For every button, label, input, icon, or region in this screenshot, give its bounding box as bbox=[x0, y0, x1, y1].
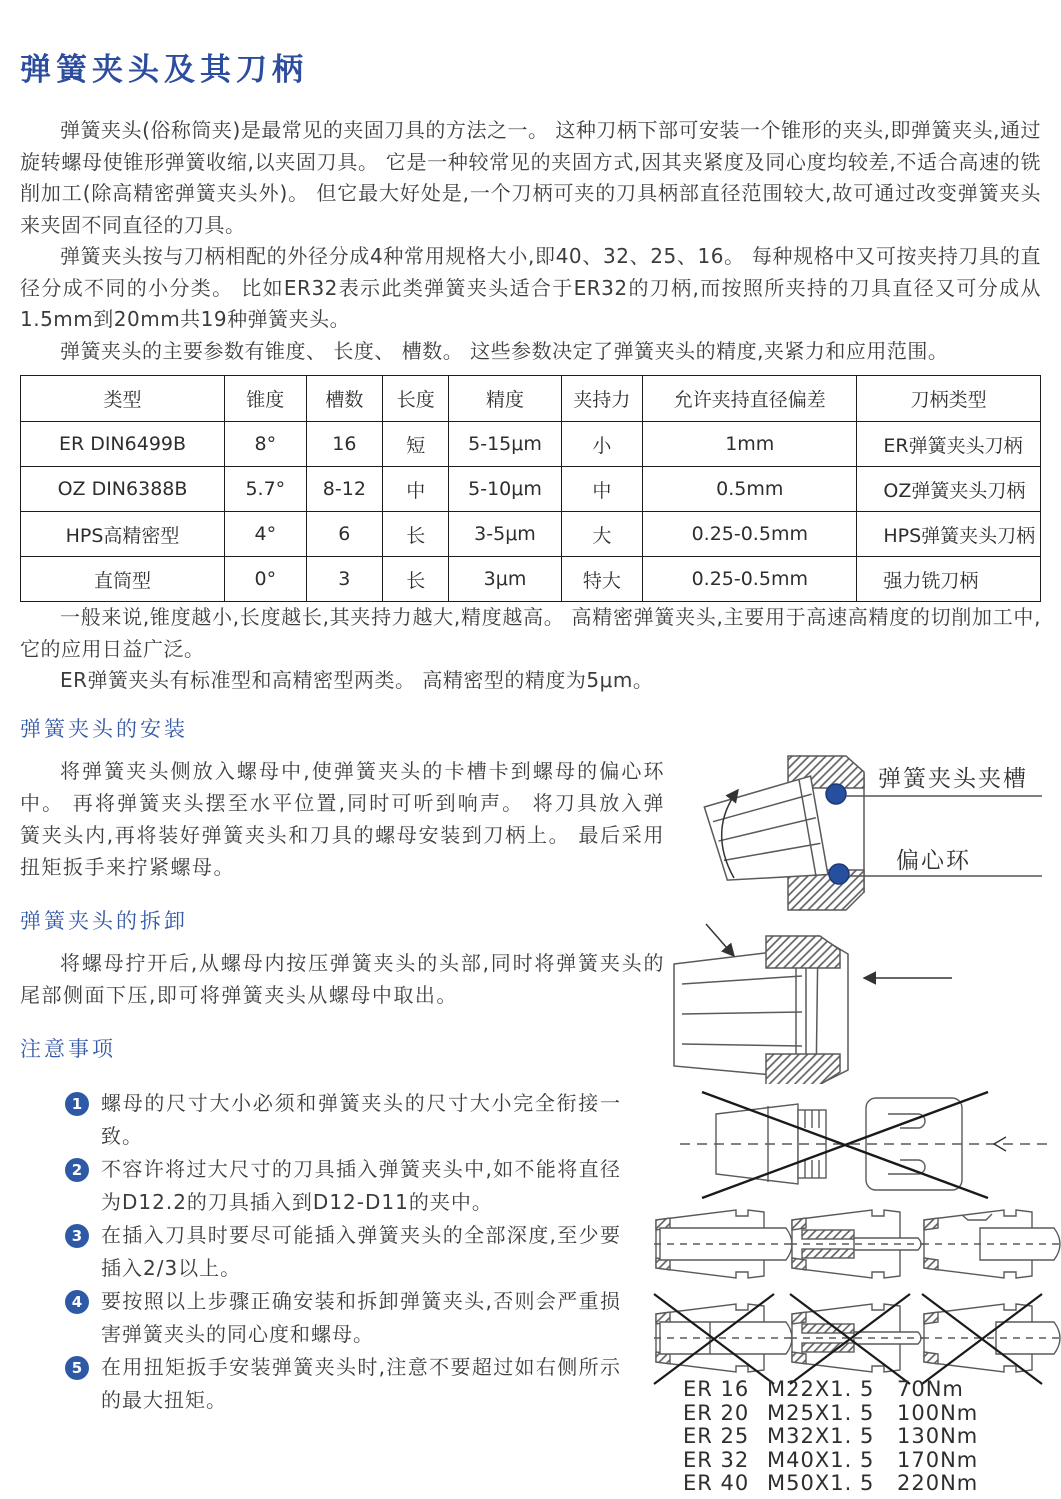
spec-cell: 短 bbox=[383, 422, 449, 467]
torque-size: ER 16 bbox=[683, 1377, 750, 1401]
spec-cell: 中 bbox=[561, 467, 643, 512]
section-heading-remove: 弹簧夹头的拆卸 bbox=[20, 908, 188, 933]
note-text: 要按照以上步骤正确安装和拆卸弹簧夹头,否则会严重损害弹簧夹头的同心度和螺母。 bbox=[101, 1288, 621, 1346]
spec-cell: 中 bbox=[383, 467, 449, 512]
page-title: 弹簧夹头及其刀柄 bbox=[20, 52, 308, 88]
spec-cell: 0° bbox=[225, 557, 307, 602]
spec-cell: 5-15μm bbox=[449, 422, 561, 467]
figures-panel bbox=[650, 744, 1061, 1499]
spec-cell: HPS弹簧夹头刀柄 bbox=[857, 512, 1041, 557]
torque-size: ER 20 bbox=[683, 1400, 750, 1425]
collet-spec-table bbox=[20, 375, 1041, 602]
torque-value: 220Nm bbox=[897, 1471, 979, 1496]
spec-header-type: 类型 bbox=[21, 376, 225, 422]
table-row bbox=[683, 1425, 978, 1449]
spec-cell: 小 bbox=[561, 422, 643, 467]
figure-label-eccentric-ring: 偏心环 bbox=[896, 848, 971, 874]
spec-cell: 长 bbox=[383, 512, 449, 557]
spec-cell: 长 bbox=[383, 557, 449, 602]
torque-value: 130Nm bbox=[897, 1424, 979, 1449]
spec-cell: 直筒型 bbox=[21, 557, 225, 602]
spec-cell: 0.25-0.5mm bbox=[643, 557, 857, 602]
torque-size: ER 25 bbox=[683, 1424, 750, 1449]
spec-cell: 特大 bbox=[561, 557, 643, 602]
list-item bbox=[20, 1351, 665, 1417]
spec-cell: OZ DIN6388B bbox=[21, 467, 225, 512]
remove-body: 将螺母拧开后,从螺母内按压弹簧夹头的头部,同时将弹簧夹头的尾部侧面下压,即可将弹簧夹头从螺母中取出。 bbox=[20, 950, 665, 1007]
table-row bbox=[683, 1402, 978, 1426]
spec-cell: 6 bbox=[306, 512, 383, 557]
note-number-badge: 2 bbox=[65, 1158, 89, 1182]
main-left-column bbox=[20, 713, 665, 1417]
spec-cell: 3 bbox=[306, 557, 383, 602]
intro-paragraph-3: 弹簧夹头的主要参数有锥度、 长度、 槽数。 这些参数决定了弹簧夹头的精度,夹紧力和应用范围。 bbox=[60, 338, 949, 363]
figure-label-collet-groove: 弹簧夹头夹槽 bbox=[878, 766, 1028, 792]
torque-thread: M40X1. 5 bbox=[767, 1447, 875, 1472]
section-heading-install: 弹簧夹头的安装 bbox=[20, 716, 188, 741]
summary-paragraph-1: 一般来说,锥度越小,长度越长,其夹持力越大,精度越高。 高精密弹簧夹头,主要用于高速高精度的切削加工中,它的应用日益广泛。 bbox=[20, 605, 1041, 661]
list-item bbox=[20, 1285, 665, 1351]
figure-wrong-insertion-row bbox=[650, 1292, 1061, 1388]
spec-header-length: 长度 bbox=[383, 376, 449, 422]
note-number-badge: 5 bbox=[65, 1356, 89, 1380]
note-text: 不容许将过大尺寸的刀具插入弹簧夹头中,如不能将直径为D12.2的刀具插入到D12-D11的夹中。 bbox=[101, 1156, 621, 1214]
spec-cell: 8° bbox=[225, 422, 307, 467]
table-row bbox=[21, 422, 1041, 467]
torque-value: 100Nm bbox=[897, 1400, 979, 1425]
note-number-badge: 1 bbox=[65, 1092, 89, 1116]
table-row bbox=[21, 557, 1041, 602]
note-number-badge: 4 bbox=[65, 1290, 89, 1314]
spec-header-holder: 刀柄类型 bbox=[857, 376, 1041, 422]
note-number-badge: 3 bbox=[65, 1224, 89, 1248]
spec-cell: 8-12 bbox=[306, 467, 383, 512]
spec-cell: 16 bbox=[306, 422, 383, 467]
install-body: 将弹簧夹头侧放入螺母中,使弹簧夹头的卡槽卡到螺母的偏心环中。 再将弹簧夹头摆至水平位置,同时可听到响声。 将刀具放入弹簧夹头内,再将装好弹簧夹头和刀具的螺母安装到刀柄上。 最后采用扭矩扳手来拧紧螺母。 bbox=[20, 758, 665, 879]
spec-cell: 0.25-0.5mm bbox=[643, 512, 857, 557]
table-row bbox=[21, 512, 1041, 557]
spec-cell: ER弹簧夹头刀柄 bbox=[857, 422, 1041, 467]
spec-header-taper: 锥度 bbox=[225, 376, 307, 422]
list-item bbox=[20, 1087, 665, 1153]
intro-paragraph-2: 弹簧夹头按与刀柄相配的外径分成4种常用规格大小,即40、32、25、16。 每种规格中又可按夹持刀具的直径分成不同的小分类。 比如ER32表示此类弹簧夹头适合于ER32的刀柄,而按照所夹持的刀具直径又可分成从1.5mm到20mm共19种弹簧夹头。 bbox=[20, 244, 1041, 331]
spec-cell: ER DIN6499B bbox=[21, 422, 225, 467]
figure-collet-seated-diagram bbox=[650, 922, 1061, 1084]
torque-table bbox=[683, 1378, 978, 1496]
spec-header-slots: 槽数 bbox=[306, 376, 383, 422]
torque-thread: M32X1. 5 bbox=[767, 1424, 875, 1449]
summary-paragraph-2: ER弹簧夹头有标准型和高精密型两类。 高精密型的精度为5μm。 bbox=[60, 668, 654, 692]
intro-paragraph-1: 弹簧夹头(俗称筒夹)是最常见的夹固刀具的方法之一。 这种刀柄下部可安装一个锥形的夹头,即弹簧夹头,通过旋转螺母使锥形弹簧收缩,以夹固刀具。 它是一种较常见的夹固方式,因其夹紧度及同心度均较差,不适合高速的铣削加工(除高精密弹簧夹头外)。 但它最大好处是,一个刀柄可夹的刀具柄部直径范围较大,故可通过改变弹簧夹头来夹固不同直径的刀具。 bbox=[20, 118, 1041, 237]
figure-correct-insertion-row bbox=[650, 1200, 1061, 1292]
spec-header-precision: 精度 bbox=[449, 376, 561, 422]
table-row bbox=[683, 1378, 978, 1402]
table-row bbox=[21, 467, 1041, 512]
spec-header-force: 夹持力 bbox=[561, 376, 643, 422]
spec-cell: 3-5μm bbox=[449, 512, 561, 557]
torque-thread: M25X1. 5 bbox=[767, 1400, 875, 1425]
spec-cell: 4° bbox=[225, 512, 307, 557]
spec-header-deviation: 允许夹持直径偏差 bbox=[643, 376, 857, 422]
torque-thread: M22X1. 5 bbox=[767, 1377, 875, 1401]
spec-cell: HPS高精密型 bbox=[21, 512, 225, 557]
spec-cell: 3μm bbox=[449, 557, 561, 602]
spec-cell: 5-10μm bbox=[449, 467, 561, 512]
note-text: 在用扭矩扳手安装弹簧夹头时,注意不要超过如右侧所示的最大扭矩。 bbox=[101, 1354, 621, 1412]
note-text: 螺母的尺寸大小必须和弹簧夹头的尺寸大小完全衔接一致。 bbox=[101, 1090, 621, 1148]
figure-collet-groove-diagram bbox=[650, 744, 1061, 916]
torque-size: ER 32 bbox=[683, 1447, 750, 1472]
spec-cell: 0.5mm bbox=[643, 467, 857, 512]
torque-size: ER 40 bbox=[683, 1471, 750, 1496]
spec-cell: 1mm bbox=[643, 422, 857, 467]
list-item bbox=[20, 1153, 665, 1219]
section-heading-notes: 注意事项 bbox=[20, 1036, 116, 1061]
spec-cell: 5.7° bbox=[225, 467, 307, 512]
spec-cell: 大 bbox=[561, 512, 643, 557]
note-text: 在插入刀具时要尽可能插入弹簧夹头的全部深度,至少要插入2/3以上。 bbox=[101, 1222, 621, 1280]
table-row bbox=[683, 1449, 978, 1473]
torque-thread: M50X1. 5 bbox=[767, 1471, 875, 1496]
list-item bbox=[20, 1219, 665, 1285]
notes-list bbox=[20, 1087, 665, 1417]
torque-value: 170Nm bbox=[897, 1447, 979, 1472]
table-row bbox=[683, 1472, 978, 1496]
torque-value: 70Nm bbox=[897, 1377, 964, 1401]
spec-cell: OZ弹簧夹头刀柄 bbox=[857, 467, 1041, 512]
spec-table-header-row bbox=[21, 376, 1041, 422]
figure-wrong-insertion-crossed bbox=[650, 1090, 1061, 1202]
spec-cell: 强力铣刀柄 bbox=[857, 557, 1041, 602]
